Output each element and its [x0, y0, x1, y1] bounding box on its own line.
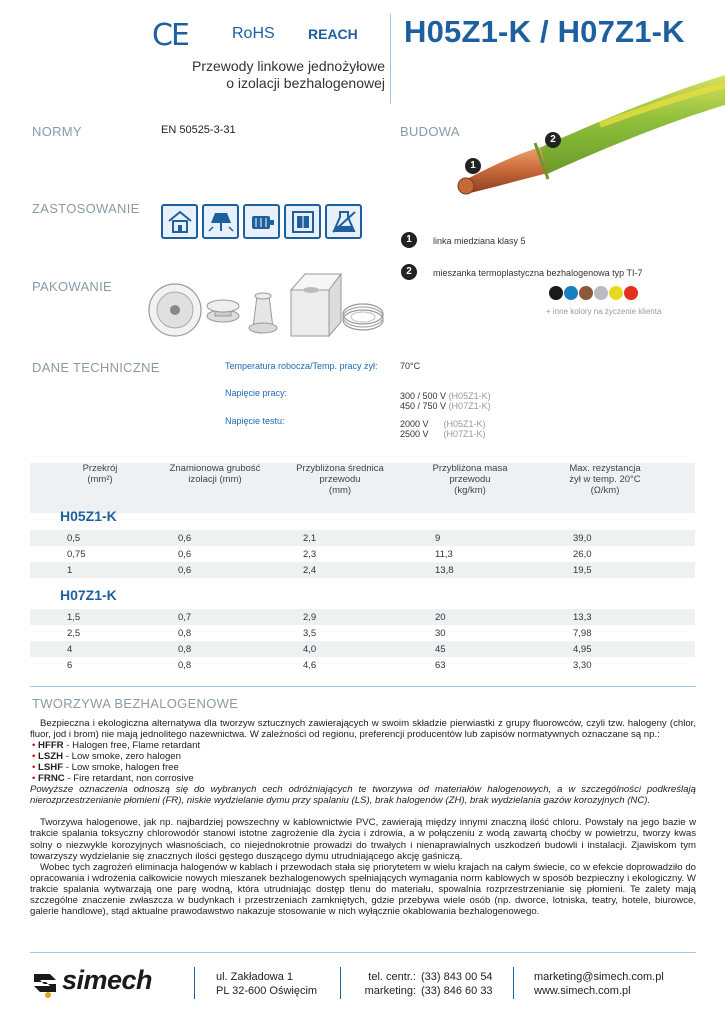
table-cell: 13,8	[435, 565, 454, 576]
table-cell: 3,5	[303, 628, 317, 639]
reach-mark: REACH	[308, 26, 358, 42]
table-row	[30, 625, 695, 641]
bullet-code: FRNC	[38, 773, 65, 785]
voltage-1-type: (H05Z1-K)	[448, 391, 491, 401]
table-row	[30, 562, 695, 578]
header-line: izolacji (mm)	[188, 474, 242, 485]
table-cell: 7,98	[573, 628, 592, 639]
email-link[interactable]: marketing@simech.com.pl	[534, 971, 664, 983]
section-zastosowanie: ZASTOSOWANIE	[32, 201, 140, 216]
paragraph-3: Wobec tych zagrożeń eliminacja halogenów w kablach i przewodach stała się priorytetem w wielu krajach na całym świecie, co w efekcie doprowadziło do opracowania i wdrożenia całkowicie nowych mieszanek bezhalogenowych spełniających wymagania norm kablowych w sposób bezpieczny i ekologiczny. W trakcie spalania wytwarzają one parę wodną, która utrudniając dostęp tlenu do materiału, spowalnia rozprzestrzenianie się płomieni. Te zalety mają szczególne znaczenie zwłaszcza w budynkach i przestrzeniach zamkniętych, gdzie przebywa wiele osób (np. dworce, lotniska, teatry, hotele, biurowce, galerie handlowe), stąd aktualne prawodawstwo nakazuje stosowanie w nich wyłącznie okablowania bezhalogenowego.	[30, 861, 696, 918]
table-cell: 1	[67, 565, 73, 576]
table-cell: 26,0	[573, 549, 592, 560]
paragraph-2: Tworzywa halogenowe, jak np. najbardziej powszechny w kablownictwie PVC, zawierają między innymi znaczną ilość chloru. Powstały na jego bazie w trakcie spalania toksyczny chlorowodór stanowi istotne zagrożenie dla życia i zdrowia, a w połączeniu z wodą zawartą choćby w powietrzu, tworzy kwas solny o niezwykle korozyjnych własnościach, co niejednokrotnie prowadzi do trwałych i nienaprawialnych uszkodzeń budowli i instalacji. Zjawiskom tym towarzyszy wydzielanie się znacznych ilości gęstego duszącego dymu utrudniającego akcję gaśniczą.	[30, 817, 696, 862]
table-header-przekroj	[55, 463, 145, 485]
bullet-item	[30, 762, 696, 773]
header-line: przewodu	[449, 474, 491, 485]
mkt-number: (33) 846 60 33	[421, 985, 493, 997]
table-cell: 4,6	[303, 660, 317, 671]
test-2-type: (H07Z1-K)	[443, 429, 486, 439]
voltage-2-type: (H07Z1-K)	[448, 401, 491, 411]
drum-icon	[149, 284, 201, 336]
group-title-h05: H05Z1-K	[60, 508, 117, 524]
construction-badge-1: 1	[465, 158, 481, 174]
bullet-item	[30, 740, 696, 751]
bullet-code: HFFR	[38, 740, 64, 752]
color-swatch	[594, 286, 608, 300]
bullet-dot-icon: •	[32, 762, 39, 774]
section-budowa: BUDOWA	[400, 124, 460, 139]
test-values	[400, 419, 486, 439]
header-line: przewodu	[319, 474, 361, 485]
table-cell: 2,5	[67, 628, 81, 639]
tworzywa-text	[30, 718, 696, 917]
table-row	[30, 609, 695, 625]
section-pakowanie: PAKOWANIE	[32, 279, 112, 294]
bullet-dot-icon: •	[32, 751, 39, 763]
web-link[interactable]: www.simech.com.pl	[534, 985, 631, 997]
table-cell: 0,6	[178, 533, 192, 544]
table-cell: 45	[435, 644, 446, 655]
header-line: żył w temp. 20°C	[569, 474, 641, 485]
section-normy: NORMY	[32, 124, 82, 139]
bullet-dot-icon: •	[32, 740, 39, 752]
group-title-h07: H07Z1-K	[60, 587, 117, 603]
normy-value: EN 50525-3-31	[161, 124, 236, 136]
header-line: (Ω/km)	[590, 485, 620, 496]
table-header-rezystancja	[540, 463, 670, 496]
table-cell: 2,1	[303, 533, 317, 544]
table-cell: 0,6	[178, 565, 192, 576]
table-cell: 0,8	[178, 660, 192, 671]
bullet-desc: - Fire retardant, non corrosive	[64, 773, 194, 785]
bullet-dot-icon: •	[32, 773, 39, 785]
simech-logo-text: simech	[62, 965, 153, 995]
test-1: 2000 V	[400, 419, 429, 429]
motor-icon	[243, 204, 280, 239]
table-cell: 2,9	[303, 612, 317, 623]
paragraph-1: Bezpieczna i ekologiczna alternatywa dla tworzyw sztucznych zawierających w swoim składzie pierwiastki z grupy fluorowców, czyli tzw. halogeny (chlor, fluor, jod i brom) nie mają jednolitego nazewnictwa. W zależności od regionu, preferencji producentów lub zapisów normatywnych oznaczane są np.:	[30, 718, 696, 741]
list-badge-1: 1	[401, 232, 417, 248]
box-icon	[291, 274, 341, 336]
header-line: Przybliżona masa	[432, 463, 508, 474]
footer-phones	[421, 970, 493, 998]
table-cell: 4	[67, 644, 73, 655]
subtitle-line-2: o izolacji bezhalogenowej	[226, 75, 385, 91]
header-line: (kg/km)	[454, 485, 486, 496]
color-swatch	[564, 286, 578, 300]
construction-badge-2: 2	[545, 132, 561, 148]
header-divider	[390, 14, 391, 104]
tel-label: tel. centr.:	[368, 971, 416, 983]
table-cell: 0,75	[67, 549, 86, 560]
voltage-values	[400, 391, 491, 411]
table-cell: 4,0	[303, 644, 317, 655]
bullet-desc: - Low smoke, halogen free	[63, 762, 179, 774]
table-cell: 0,8	[178, 644, 192, 655]
bullet-item	[30, 751, 696, 762]
header-line: Max. rezystancja	[569, 463, 641, 474]
building-icon	[161, 204, 198, 239]
mkt-label: marketing:	[364, 985, 416, 997]
footer-divider-2	[340, 967, 341, 999]
section-tworzywa: TWORZYWA BEZHALOGENOWE	[32, 696, 239, 711]
header-line: Przekrój	[82, 463, 118, 474]
simech-logo-icon	[30, 968, 60, 998]
table-row	[30, 657, 695, 673]
temp-label: Temperatura robocza/Temp. pracy żył:	[225, 361, 378, 371]
color-swatch	[549, 286, 563, 300]
voltage-label: Napięcie pracy:	[225, 388, 288, 398]
footer-divider	[30, 952, 696, 953]
bullet-desc: - Halogen free, Flame retardant	[63, 740, 201, 752]
table-cell: 2,4	[303, 565, 317, 576]
table-row	[30, 641, 695, 657]
address-line-1: ul. Zakładowa 1	[216, 971, 294, 983]
table-cell: 30	[435, 628, 446, 639]
tel-number: (33) 843 00 54	[421, 971, 493, 983]
bullet-desc: - Low smoke, zero halogen	[63, 751, 181, 763]
rohs-mark: RoHS	[232, 25, 275, 42]
paragraph-italic: Powyższe oznaczenia odnoszą się do wybranych cech odróżniających te tworzywa od materiałów halogenowych, a w szczególności podkreślają nierozprzestrzenianie płomieni (FR), niskie wydzielanie dymu przy spalaniu (LS), brak halogenów (ZH), brak wydzielania gazów korozyjnych (NC).	[30, 784, 696, 807]
section-dane: DANE TECHNICZNE	[32, 360, 160, 375]
table-cell: 0,7	[178, 612, 192, 623]
table-cell: 6	[67, 660, 73, 671]
application-icons	[161, 204, 362, 239]
color-swatch	[579, 286, 593, 300]
table-header-grubosc	[150, 463, 280, 485]
color-swatch	[609, 286, 623, 300]
table-row	[30, 530, 695, 546]
table-header-srednica	[275, 463, 405, 496]
header-line: (mm)	[328, 485, 352, 496]
spool-icon	[207, 300, 239, 322]
list-badge-2: 2	[401, 264, 417, 280]
page-title: H05Z1-K / H07Z1-K	[404, 14, 685, 49]
cable-illustration	[440, 55, 725, 205]
table-cell: 4,95	[573, 644, 592, 655]
lamp-icon	[202, 204, 239, 239]
test-2: 2500 V	[400, 429, 429, 439]
table-cell: 20	[435, 612, 446, 623]
construction-item-2: mieszanka termoplastyczna bezhalogenowa typ TI-7	[433, 268, 643, 278]
table-header-masa	[405, 463, 535, 496]
voltage-1: 300 / 500 V	[400, 391, 447, 401]
footer-contact	[534, 970, 664, 998]
test-1-type: (H05Z1-K)	[443, 419, 486, 429]
table-cell: 63	[435, 660, 446, 671]
table-cell: 0,5	[67, 533, 81, 544]
footer-divider-3	[513, 967, 514, 999]
table-cell: 3,30	[573, 660, 592, 671]
small-spool-icon	[249, 293, 277, 333]
subtitle-line-1: Przewody linkowe jednożyłowe	[192, 58, 385, 74]
header-line: (mm²)	[87, 474, 113, 485]
header-line: Znamionowa grubość	[169, 463, 261, 474]
halogen-free-icon	[325, 204, 362, 239]
color-swatch	[624, 286, 638, 300]
bullet-code: LSHF	[38, 762, 64, 774]
table-cell: 0,8	[178, 628, 192, 639]
table-cell: 1,5	[67, 612, 81, 623]
table-row	[30, 546, 695, 562]
header-line: Przybliżona średnica	[296, 463, 384, 474]
table-cell: 19,5	[573, 565, 592, 576]
table-cell: 2,3	[303, 549, 317, 560]
footer-divider-1	[194, 967, 195, 999]
table-cell: 9	[435, 533, 441, 544]
construction-item-1: linka miedziana klasy 5	[433, 236, 526, 246]
section-divider	[30, 686, 696, 687]
test-label: Napięcie testu:	[225, 416, 285, 426]
packaging-illustration	[145, 268, 385, 340]
table-cell: 39,0	[573, 533, 592, 544]
bullet-code: LSZH	[38, 751, 64, 763]
table-cell: 13,3	[573, 612, 592, 623]
page-subtitle	[192, 58, 385, 92]
cabinet-icon	[284, 204, 321, 239]
ce-mark: CE	[152, 18, 188, 53]
table-cell: 0,6	[178, 549, 192, 560]
table-cell: 11,3	[435, 549, 453, 560]
bullet-list	[30, 740, 696, 784]
bullet-item	[30, 773, 696, 784]
voltage-2: 450 / 750 V	[400, 401, 447, 411]
footer-address	[216, 970, 317, 998]
colors-note: + inne kolory na życzenie klienta	[546, 307, 662, 316]
address-line-2: PL 32-600 Oświęcim	[216, 985, 318, 997]
footer-phone-labels	[358, 970, 416, 998]
temp-value: 70°C	[400, 361, 421, 371]
color-swatches	[549, 286, 638, 300]
coil-icon	[343, 304, 383, 330]
